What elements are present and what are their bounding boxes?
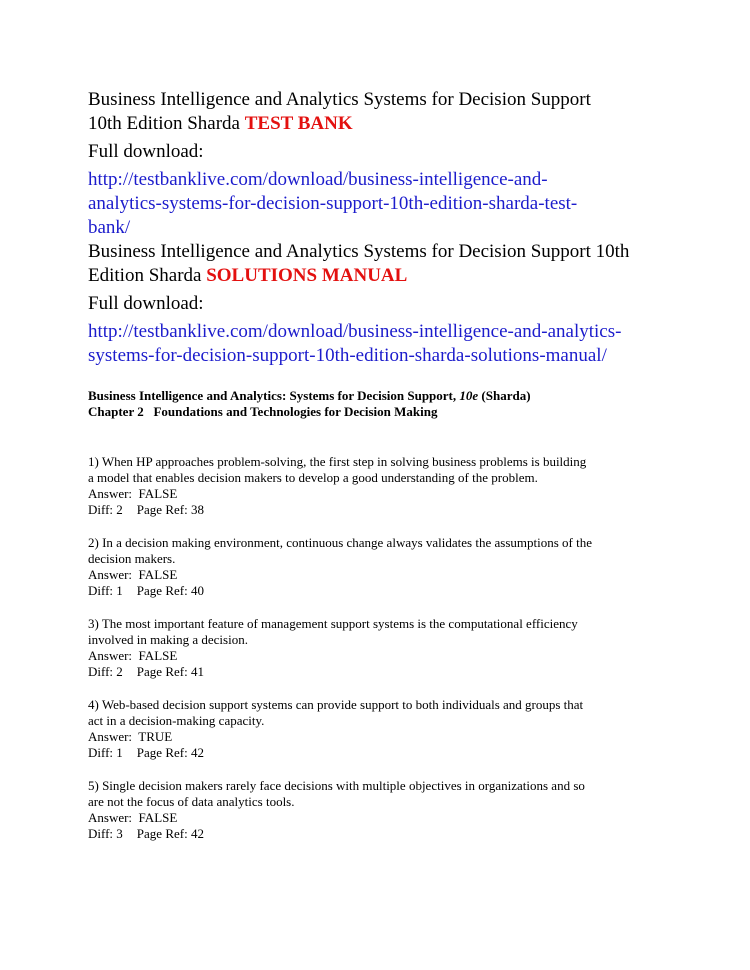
question-meta xyxy=(88,826,678,842)
question-text-line2: involved in making a decision. xyxy=(88,632,248,647)
solutions-manual-link-line2[interactable]: systems-for-decision-support-10th-edition-sharda-solutions-manual/ xyxy=(88,345,607,366)
question-text-line2: act in a decision-making capacity. xyxy=(88,713,265,728)
question-item xyxy=(88,778,678,842)
question-difficulty: Diff: 3 xyxy=(88,826,123,841)
question-answer: Answer: FALSE xyxy=(88,648,178,663)
question-meta xyxy=(88,583,678,599)
question-text-line1: 2) In a decision making environment, continuous change always validates the assumptions of the xyxy=(88,535,592,550)
question-answer: Answer: TRUE xyxy=(88,729,173,744)
test-bank-link-line3[interactable]: bank/ xyxy=(88,217,131,238)
question-page-ref: Page Ref: 38 xyxy=(136,502,204,517)
solutions-manual-label: SOLUTIONS MANUAL xyxy=(206,265,408,286)
question-meta xyxy=(88,664,678,680)
question-item xyxy=(88,535,678,599)
question-page-ref: Page Ref: 41 xyxy=(136,664,204,679)
question-difficulty: Diff: 2 xyxy=(88,664,123,679)
question-item xyxy=(88,616,678,680)
question-page-ref: Page Ref: 42 xyxy=(136,826,204,841)
question-meta xyxy=(88,745,678,761)
book-author: (Sharda) xyxy=(478,388,531,403)
test-bank-link-line1[interactable]: http://testbanklive.com/download/business-intelligence-and- xyxy=(88,169,548,190)
question-text-line1: 5) Single decision makers rarely face decisions with multiple objectives in organizations and so xyxy=(88,778,585,793)
solutions-manual-link-line1[interactable]: http://testbanklive.com/download/business-intelligence-and-analytics- xyxy=(88,321,622,342)
question-answer: Answer: FALSE xyxy=(88,567,178,582)
test-bank-link-line2[interactable]: analytics-systems-for-decision-support-10th-edition-sharda-test- xyxy=(88,193,578,214)
question-text-line1: 4) Web-based decision support systems can provide support to both individuals and groups that xyxy=(88,697,584,712)
download-header xyxy=(88,88,688,368)
question-text-line1: 3) The most important feature of management support systems is the computational efficiency xyxy=(88,616,578,631)
solutions-manual-title-prefix: Edition Sharda xyxy=(88,265,207,286)
question-difficulty: Diff: 1 xyxy=(88,745,123,760)
full-download-label-1: Full download: xyxy=(88,141,204,162)
question-text-line1: 1) When HP approaches problem-solving, the first step in solving business problems is building xyxy=(88,454,587,469)
book-title xyxy=(88,388,678,404)
question-meta xyxy=(88,502,678,518)
question-page-ref: Page Ref: 40 xyxy=(136,583,204,598)
question-item xyxy=(88,454,678,518)
test-bank-content xyxy=(88,388,678,842)
test-bank-title-line2 xyxy=(88,112,688,136)
question-page-ref: Page Ref: 42 xyxy=(136,745,204,760)
question-answer: Answer: FALSE xyxy=(88,486,178,501)
question-text-line2: decision makers. xyxy=(88,551,176,566)
question-answer: Answer: FALSE xyxy=(88,810,178,825)
question-text-line2: are not the focus of data analytics tools. xyxy=(88,794,295,809)
solutions-manual-title-line2 xyxy=(88,264,688,288)
test-bank-title-line1: Business Intelligence and Analytics Systems for Decision Support xyxy=(88,89,591,110)
book-title-prefix: Business Intelligence and Analytics: Systems for Decision Support, xyxy=(88,388,460,403)
book-edition: 10e xyxy=(459,388,479,403)
chapter-title: Chapter 2 Foundations and Technologies for Decision Making xyxy=(88,404,438,419)
test-bank-label: TEST BANK xyxy=(244,113,353,134)
question-difficulty: Diff: 2 xyxy=(88,502,123,517)
solutions-manual-title-line1: Business Intelligence and Analytics Systems for Decision Support 10th xyxy=(88,241,630,262)
full-download-label-2: Full download: xyxy=(88,293,204,314)
question-item xyxy=(88,697,678,761)
test-bank-title-prefix: 10th Edition Sharda xyxy=(88,113,245,134)
question-difficulty: Diff: 1 xyxy=(88,583,123,598)
question-text-line2: a model that enables decision makers to develop a good understanding of the problem. xyxy=(88,470,538,485)
